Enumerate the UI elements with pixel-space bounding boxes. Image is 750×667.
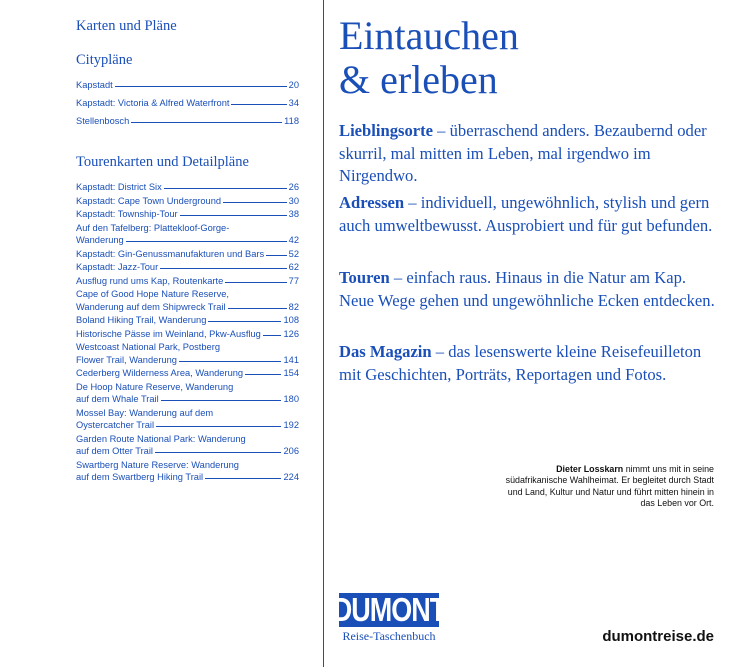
toc-leader-line [245,374,281,375]
toc-leader-line [266,255,287,256]
toc-page-number: 82 [288,301,299,312]
city-maps-list [76,79,299,133]
toc-heading: Karten und Pläne [76,18,177,34]
toc-entry-line [76,328,299,341]
logo-subtitle: Reise-Taschenbuch [342,629,436,643]
toc-leader-line [156,426,281,427]
toc-page-number: 52 [288,248,299,259]
toc-entry-line [76,275,299,288]
toc-entry [76,341,299,366]
toc-leader-line [131,122,282,123]
headline-line-1: Eintauchen [339,13,519,58]
toc-entry [76,367,299,380]
toc-entry-line [76,419,299,432]
toc-entry-title: Oystercatcher Trail [76,420,155,430]
author-bio [494,464,714,509]
toc-page-number: 206 [283,446,299,456]
toc-leader-line [263,335,282,336]
toc-leader-line [161,400,282,401]
toc-page-number: 26 [288,182,299,192]
toc-leader-line [225,282,286,283]
toc-entry [76,97,299,110]
toc-entry [76,459,299,484]
toc-leader-line [164,188,287,189]
toc-entry-line [76,301,299,314]
toc-entry-line [76,471,299,484]
toc-leader-line [228,308,287,309]
toc-page-number: 180 [283,394,299,404]
toc-page-number: 108 [283,315,299,325]
feature-lieblingsorte [339,120,719,188]
author-text: nimmt uns mit in seine südafrikanische Wahlheimat. Er begleitet durch Stadt und Land, Kultur und Natur und führt mitten hinein in das Leben vor Ort. [505,464,714,508]
toc-entry-title: Kapstadt: Victoria & Alfred Waterfront [76,98,230,108]
toc-entry-title: auf dem Otter Trail [76,446,153,456]
toc-leader-line [115,86,287,87]
toc-page-number: 38 [288,209,299,219]
toc-entry-title: De Hoop Nature Reserve, Wanderung [76,381,234,392]
toc-entry [76,222,299,247]
logo-box [332,590,446,629]
toc-entry-line [76,354,299,367]
toc-entry-line [76,79,299,92]
toc-entry-line [76,234,299,247]
toc-page-number: 224 [283,472,299,482]
toc-entry-line [76,97,299,110]
toc-entry-title: Kapstadt: Cape Town Underground [76,195,222,206]
feature-touren [339,267,719,312]
toc-entry [76,79,299,92]
toc-leader-line [155,452,281,453]
feature-term: Touren [339,268,390,287]
feature-text: – überraschend anders. Bezaubernd oder skurril, mal mitten im Leben, mal irgendwo im Nirgendwo. [339,121,707,186]
toc-entry-title: Swartberg Nature Reserve: Wanderung [76,459,239,470]
toc-entry-line [76,314,299,327]
headline-line-2: & erleben [339,57,498,102]
toc-entry-title: auf dem Whale Trail [76,394,159,404]
toc-entry-line [76,341,299,354]
feature-text: – das lesenswerte kleine Reisefeuilleton mit Geschichten, Porträts, Reportagen und Fotos. [339,342,702,384]
toc-entry-line [76,181,299,194]
feature-adressen [339,192,719,237]
tour-maps-list [76,181,299,485]
toc-leader-line [223,202,287,203]
toc-entry-line [76,433,299,446]
toc-leader-line [126,241,287,242]
city-maps-title: Citypläne [76,52,133,68]
feature-magazin [339,341,719,386]
toc-page-number: 20 [288,80,299,90]
toc-entry-title: auf dem Swartberg Hiking Trail [76,472,204,482]
toc-entry-line [76,393,299,406]
toc-entry-line [76,288,299,301]
toc-entry-line [76,459,299,472]
feature-term: Das Magazin [339,342,432,361]
logo-text: DUMONT [332,590,446,629]
toc-entry-title: Auf den Tafelberg: Plattekloof-Gorge- [76,222,230,233]
toc-entry-line [76,222,299,235]
toc-page-number: 118 [284,116,299,126]
toc-entry-title: Kapstadt [76,80,113,90]
headline [339,14,519,102]
toc-page-number: 192 [283,420,299,430]
toc-entry-title: Kapstadt: Gin-Genussmanufakturen und Bars [76,248,265,259]
toc-entry-title: Boland Hiking Trail, Wanderung [76,315,207,325]
toc-entry-line [76,367,299,380]
feature-term: Lieblingsorte [339,121,434,140]
toc-entry-title: Cederberg Wilderness Area, Wanderung [76,368,244,378]
toc-entry [76,328,299,341]
website-link[interactable]: dumontreise.de [602,628,714,645]
toc-entry-line [76,445,299,458]
toc-entry [76,381,299,406]
toc-leader-line [205,478,281,479]
tour-maps-title: Tourenkarten und Detailpläne [76,154,249,170]
toc-entry-title: Kapstadt: Township-Tour [76,209,178,219]
toc-leader-line [160,268,286,269]
toc-leader-line [180,215,287,216]
toc-entry-title: Historische Pässe im Weinland, Pkw-Ausflug [76,328,261,339]
toc-entry-title: Cape of Good Hope Nature Reserve, [76,289,229,299]
toc-entry [76,407,299,432]
toc-entry [76,275,299,288]
toc-entry-title: Ausflug rund ums Kap, Routenkarte [76,275,224,286]
toc-page-number: 62 [288,262,299,272]
toc-entry-title: Wanderung auf dem Shipwreck Trail [76,301,226,312]
toc-entry-line [76,195,299,208]
toc-page-number: 77 [288,275,299,286]
toc-leader-line [179,361,282,362]
toc-entry-title: Kapstadt: District Six [76,182,162,192]
toc-entry [76,181,299,194]
toc-entry-line [76,381,299,394]
toc-page-number: 141 [283,354,299,365]
toc-column [62,0,324,667]
toc-entry-title: Kapstadt: Jazz-Tour [76,262,159,272]
toc-entry [76,208,299,221]
author-name: Dieter Losskarn [556,464,624,474]
toc-entry-line [76,407,299,420]
toc-page-number: 126 [283,328,299,339]
toc-entry-title: Mossel Bay: Wanderung auf dem [76,407,214,418]
toc-entry [76,314,299,327]
feature-term: Adressen [339,193,405,212]
toc-entry-line [76,115,299,128]
toc-entry-line [76,261,299,274]
toc-entry [76,261,299,274]
feature-text: – einfach raus. Hinaus in die Natur am Kap. Neue Wege gehen und ungewöhnliche Ecken entdecken. [339,268,715,310]
toc-entry-title: Stellenbosch [76,116,130,126]
toc-entry [76,195,299,208]
feature-text: – individuell, ungewöhnlich, stylish und gern auch umweltbewusst. Ausprobiert und für gut befunden. [339,193,713,235]
toc-entry [76,115,299,128]
toc-page-number: 30 [288,195,299,206]
toc-leader-line [208,321,281,322]
toc-entry [76,433,299,458]
toc-entry [76,288,299,313]
toc-entry-title: Garden Route National Park: Wanderung [76,433,246,444]
toc-page-number: 154 [283,368,299,378]
toc-entry-title: Wanderung [76,235,124,245]
toc-entry-line [76,208,299,221]
toc-entry-title: Westcoast National Park, Postberg [76,342,220,352]
toc-entry-line [76,248,299,261]
toc-page-number: 42 [288,235,299,245]
toc-entry-title: Flower Trail, Wanderung [76,354,177,365]
toc-entry [76,248,299,261]
dumont-logo [332,590,446,644]
toc-leader-line [231,104,286,105]
toc-page-number: 34 [288,98,299,108]
